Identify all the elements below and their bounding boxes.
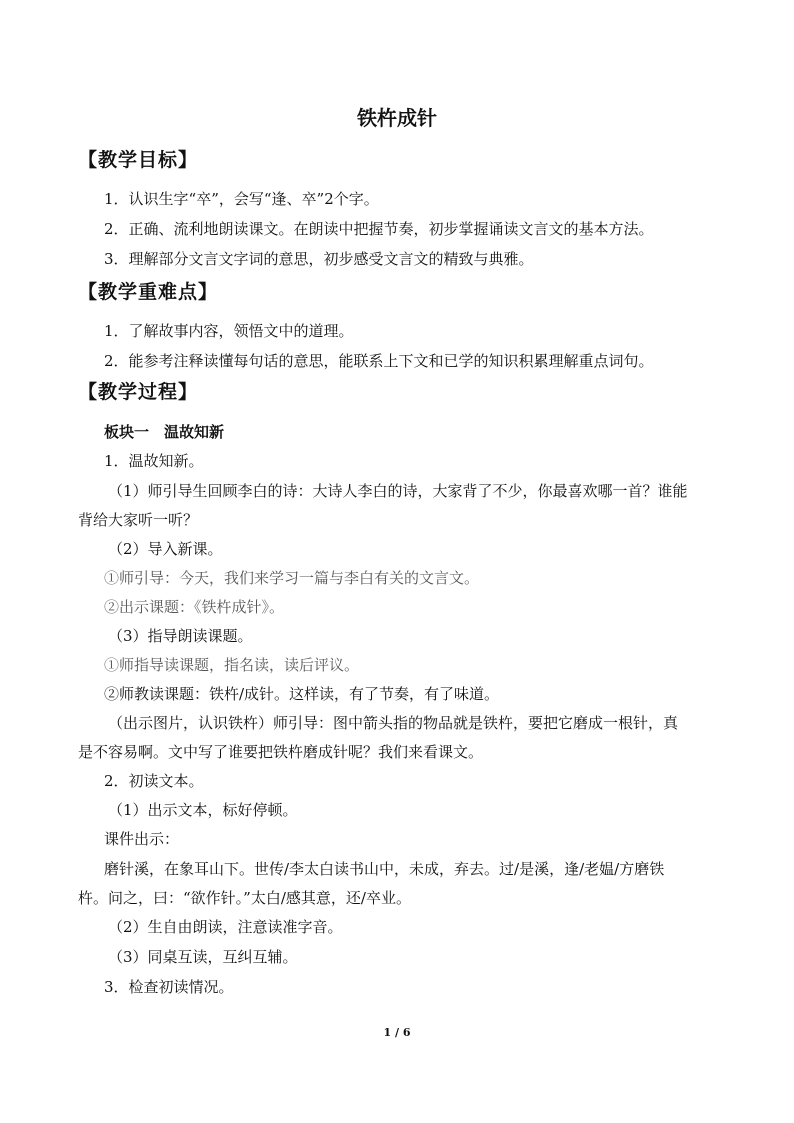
process-line: 磨针溪，在象耳山下。世传/李太白读书山中，未成，弃去。过/是溪，逢/老媪/方磨铁: [104, 860, 665, 878]
process-line: （1）师引导生回顾李白的诗：大诗人李白的诗，大家背了不少，你最喜欢哪一首？谁能: [108, 482, 688, 500]
process-line: ②师教读课题：铁杵/成针。这样读，有了节奏，有了味道。: [104, 685, 500, 703]
keypoint-item-1: 1．了解故事内容，领悟文中的道理。: [104, 322, 354, 340]
process-line: （2）导入新课。: [108, 540, 223, 558]
process-line: 杵。问之，曰：“欲作针。”太白/感其意，还/卒业。: [78, 889, 411, 907]
process-line: （1）出示文本，标好停顿。: [108, 801, 298, 819]
process-line: ①师指导读课题，指名读，读后评议。: [104, 656, 360, 674]
process-line: ①师引导：今天，我们来学习一篇与李白有关的文言文。: [104, 569, 480, 587]
document-title: 铁杵成针: [357, 106, 437, 130]
goal-item-2: 2．正确、流利地朗读课文。在朗读中把握节奏，初步掌握诵读文言文的基本方法。: [104, 220, 654, 238]
block-title: 板块一 温故知新: [104, 423, 225, 441]
process-line: （2）生自由朗读，注意读准字音。: [108, 918, 343, 936]
goal-item-3: 3．理解部分文言文字词的意思，初步感受文言文的精致与典雅。: [104, 250, 534, 268]
section-heading-process: 【教学过程】: [78, 381, 199, 403]
process-line: （3）同桌互读，互纠互辅。: [108, 948, 298, 966]
process-line: 1．温故知新。: [104, 452, 204, 470]
process-line: 是不容易啊。文中写了谁要把铁杵磨成针呢？我们来看课文。: [78, 743, 484, 761]
process-line: 背给大家听一听？: [78, 511, 199, 529]
process-line: ②出示课题：《铁杵成针》。: [104, 598, 285, 616]
process-line: 2．初读文本。: [104, 772, 204, 790]
process-line: 课件出示：: [104, 830, 180, 848]
section-heading-goals: 【教学目标】: [78, 149, 199, 171]
process-line: 3．检查初读情况。: [104, 978, 234, 996]
goal-item-1: 1．认识生字“卒”，会写“逢、卒”2个字。: [104, 190, 379, 208]
process-line: （3）指导朗读课题。: [108, 627, 253, 645]
process-line: （出示图片，认识铁杵）师引导：图中箭头指的物品就是铁杵，要把它磨成一根针，真: [108, 714, 679, 732]
section-heading-keypoints: 【教学重难点】: [78, 281, 219, 303]
page-number: 1 / 6: [383, 1026, 411, 1039]
keypoint-item-2: 2．能参考注释读懂每句话的意思，能联系上下文和已学的知识积累理解重点词句。: [104, 352, 654, 370]
